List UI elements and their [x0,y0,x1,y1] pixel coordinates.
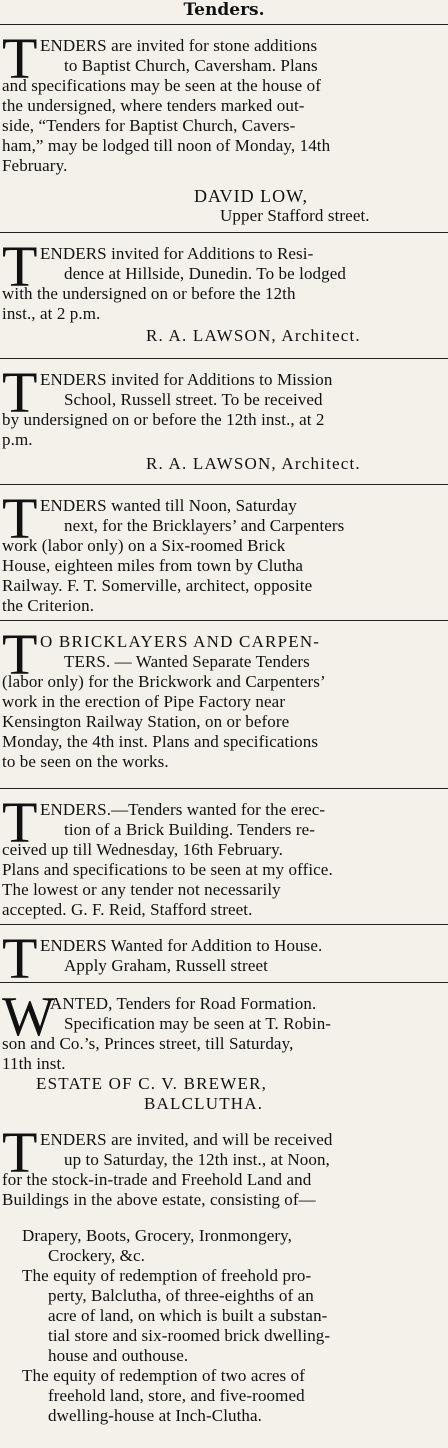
ad-line: inst., at 2 p.m. [2,304,101,323]
ad-line: O BRICKLAYERS AND CARPEN- [40,632,321,651]
ad-line: ENDERS invited for Additions to Resi- [40,244,314,263]
divider [0,358,448,359]
ad-line: ANTED, Tenders for Road Formation. [50,994,317,1013]
ad-line: for the stock-in-trade and Freehold Land and [2,1170,312,1189]
estate-item: Crockery, &c. [48,1246,145,1265]
drop-cap: T [2,622,38,687]
drop-cap: T [2,1120,38,1185]
ad-line: tion of a Brick Building. Tenders re- [64,820,316,839]
ad-line: (labor only) for the Brickwork and Carpenters’ [2,672,326,691]
drop-cap: T [2,26,38,91]
estate-item: The equity of redemption of two acres of [22,1366,305,1385]
divider [0,484,448,485]
ad-line: The lowest or any tender not necessarily [2,880,281,899]
ad-line: Kensington Railway Station, on or before [2,712,290,731]
ad-line: TERS. — Wanted Separate Tenders [64,652,310,671]
estate-item: acre of land, on which is built a substan- [48,1306,328,1325]
estate-item: dwelling-house at Inch-Clutha. [48,1406,263,1425]
divider [0,24,448,25]
ad-line: the Criterion. [2,596,95,615]
estate-item: perty, Balclutha, of three-eighths of an [48,1286,314,1305]
drop-cap: T [2,790,38,855]
ad-line: ham,” may be lodged till noon of Monday, 14th [2,136,331,155]
ad-line: Railway. F. T. Somerville, architect, opposite [2,576,313,595]
ad-line: ENDERS.—Tenders wanted for the erec- [40,800,326,819]
ad-signature: R. A. LAWSON, Architect. [146,454,361,473]
divider [0,982,448,983]
ad-line: by undersigned on or before the 12th inst., at 2 [2,410,325,429]
drop-cap: T [2,360,38,425]
ad-line: next, for the Bricklayers’ and Carpenters [64,516,345,535]
divider [0,232,448,233]
ad-signature: R. A. LAWSON, Architect. [146,326,361,345]
ad-line: to Baptist Church, Caversham. Plans [64,56,318,75]
ad-line: ENDERS invited for Additions to Mission [40,370,333,389]
estate-location: BALCLUTHA. [144,1094,264,1113]
ad-line: work in the erection of Pipe Factory near [2,692,286,711]
estate-title: ESTATE OF C. V. BREWER, [36,1074,268,1093]
ad-line: ceived up till Wednesday, 16th February. [2,840,284,859]
divider [0,924,448,925]
ad-line: side, “Tenders for Baptist Church, Cavers- [2,116,296,135]
drop-cap: W [2,986,55,1048]
section-heading: Tenders. [183,0,265,20]
ad-line: ENDERS Wanted for Addition to House. [40,936,323,955]
ad-line: to be seen on the works. [2,752,169,771]
ad-line: February. [2,156,68,175]
ad-line: with the undersigned on or before the 12th [2,284,296,303]
ad-line: accepted. G. F. Reid, Stafford street. [2,900,253,919]
drop-cap: T [2,234,38,299]
ad-line: Specification may be seen at T. Robin- [64,1014,332,1033]
divider [0,620,448,621]
ad-line: ENDERS are invited for stone additions [40,36,318,55]
ad-line: Plans and specifications to be seen at my office. [2,860,333,879]
estate-item: tial store and six-roomed brick dwelling- [48,1326,331,1345]
ad-line: Buildings in the above estate, consisting of— [2,1190,316,1209]
estate-item: house and outhouse. [48,1346,189,1365]
ad-line: House, eighteen miles from town by Clutha [2,556,304,575]
ad-line: School, Russell street. To be received [64,390,323,409]
estate-item: Drapery, Boots, Grocery, Ironmongery, [22,1226,292,1245]
ad-line: up to Saturday, the 12th inst., at Noon, [64,1150,330,1169]
estate-item: freehold land, store, and five-roomed [48,1386,305,1405]
ad-line: Apply Graham, Russell street [64,956,268,975]
ad-line: ENDERS wanted till Noon, Saturday [40,496,297,515]
ad-line: Monday, the 4th inst. Plans and specifications [2,732,319,751]
ad-signature: DAVID LOW, [194,186,309,206]
ad-line: and specifications may be seen at the house of [2,76,321,95]
ad-address: Upper Stafford street. [220,206,370,225]
drop-cap: T [2,486,38,551]
ad-line: p.m. [2,430,33,449]
drop-cap: T [2,926,38,991]
ad-line: dence at Hillside, Dunedin. To be lodged [64,264,346,283]
ad-line: work (labor only) on a Six-roomed Brick [2,536,286,555]
ad-line: 11th inst. [2,1054,66,1073]
estate-item: The equity of redemption of freehold pro- [22,1266,312,1285]
ad-line: ENDERS are invited, and will be received [40,1130,333,1149]
divider [0,788,448,789]
ad-line: son and Co.’s, Princes street, till Saturday, [2,1034,294,1053]
ad-line: the undersigned, where tenders marked out- [2,96,305,115]
